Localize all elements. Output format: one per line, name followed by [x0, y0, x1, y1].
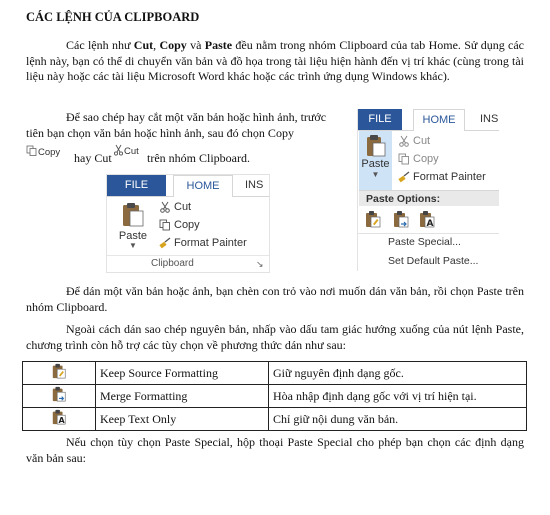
- inline-cut-command: Cut: [113, 144, 139, 157]
- section-title: CÁC LỆNH CỦA CLIPBOARD: [26, 10, 200, 24]
- keep-source-formatting-icon: [51, 362, 67, 380]
- paste-label: Paste: [361, 158, 390, 170]
- tab-home[interactable]: HOME: [413, 109, 465, 131]
- table-row: [23, 408, 527, 431]
- clipboard-ribbon-image: [106, 174, 270, 273]
- paintbrush-icon: [159, 237, 171, 249]
- format-painter-button[interactable]: Format Painter: [398, 171, 486, 183]
- copy-icon: [159, 219, 171, 231]
- paste-options-table: [22, 361, 527, 431]
- inline-copy-command: Copy: [26, 145, 60, 158]
- scissors-icon: [398, 135, 410, 147]
- svg-text:A: A: [426, 219, 434, 228]
- table-row: [23, 385, 527, 408]
- paintbrush-icon: [398, 171, 410, 183]
- copy-cut-paragraph-line1: Để sao chép hay cắt một văn bản hoặc hình ảnh, trước: [66, 110, 327, 124]
- option-name: Keep Text Only: [96, 408, 269, 431]
- chevron-down-icon[interactable]: ▼: [129, 241, 137, 250]
- paste-menu-image: [357, 109, 499, 271]
- tab-file[interactable]: FILE: [358, 109, 402, 130]
- paste-paragraph: Để dán một văn bản hoặc ảnh, bạn chèn con trỏ vào nơi muốn dán văn bản, rồi chọn Paste trên nhóm Clipboard.: [26, 284, 524, 314]
- merge-formatting-option[interactable]: [392, 210, 410, 228]
- option-description: Hòa nhập định dạng gốc với vị trí hiện tại.: [269, 385, 527, 408]
- keep-text-only-option[interactable]: [418, 210, 436, 228]
- option-description: Giữ nguyên định dạng gốc.: [269, 362, 527, 385]
- dialog-launcher-icon[interactable]: ↘: [256, 259, 264, 269]
- paste-keyword: Paste: [204, 38, 233, 52]
- option-name: Merge Formatting: [96, 385, 269, 408]
- paste-button[interactable]: [115, 202, 151, 250]
- intro-paragraph: Các lệnh như Cut, Copy và Paste đều nằm trong nhóm Clipboard của tab Home. Sử dụng các lệnh này, bạn có thể di chuyển văn bản và đồ họa trong tài liệu hiện hành đến vị trí khác (cùng trong tài liệu này hoặc các tài liệu Microsoft Word khác hoặc các trình ứng dụng Windows khác).: [26, 38, 525, 83]
- inline-after-text: trên nhóm Clipboard.: [147, 151, 250, 165]
- paste-options-paragraph: Ngoài cách dán sao chép nguyên bản, nhấp vào dấu tam giác hướng xuống của nút lệnh Paste, chương trình còn hỗ trợ các tùy chọn về phương thức dán như sau:: [26, 322, 524, 352]
- clipboard-group-label: Clipboard: [151, 258, 194, 269]
- scissors-icon: [159, 201, 171, 213]
- cut-button[interactable]: Cut: [398, 135, 430, 147]
- format-painter-button[interactable]: Format Painter: [159, 237, 247, 249]
- merge-formatting-icon: [392, 210, 410, 228]
- tab-home[interactable]: HOME: [173, 175, 233, 197]
- tab-file[interactable]: FILE: [107, 175, 166, 196]
- keep-text-only-icon: [418, 210, 436, 228]
- cut-button[interactable]: Cut: [159, 201, 191, 213]
- svg-text:A: A: [58, 416, 65, 426]
- option-name: Keep Source Formatting: [96, 362, 269, 385]
- inline-cut-text: hay Cut: [74, 151, 112, 165]
- keep-text-only-icon: [51, 408, 67, 426]
- paste-label: Paste: [118, 230, 148, 242]
- copy-button[interactable]: Copy: [159, 219, 200, 231]
- merge-formatting-icon: [51, 385, 67, 403]
- paste-options-header: Paste Options:: [359, 190, 499, 206]
- scissors-icon: [113, 144, 124, 156]
- copy-keyword: Copy: [159, 38, 187, 52]
- tab-insert[interactable]: INS: [480, 113, 499, 125]
- paste-button[interactable]: [359, 131, 392, 191]
- copy-button[interactable]: Copy: [398, 153, 439, 165]
- keep-source-formatting-icon: [364, 210, 382, 228]
- paste-special-menu-item[interactable]: Paste Special...: [388, 236, 461, 248]
- clipboard-icon: [121, 202, 145, 228]
- cut-keyword: Cut: [133, 38, 154, 52]
- copy-cut-paragraph-line2: tiên bạn chọn văn bản hoặc hình ảnh, sau đó chọn Copy: [26, 126, 294, 140]
- copy-icon: [398, 153, 410, 165]
- keep-source-formatting-option[interactable]: [364, 210, 382, 228]
- table-row: [23, 362, 527, 385]
- chevron-down-icon[interactable]: ▼: [371, 170, 380, 179]
- paste-special-paragraph: Nếu chọn tùy chọn Paste Special, hộp thoại Paste Special cho phép bạn chọn các định dạng văn bản sau:: [26, 435, 524, 465]
- option-description: Chỉ giữ nội dung văn bản.: [269, 408, 527, 431]
- clipboard-icon: [365, 134, 387, 158]
- copy-icon: [26, 145, 38, 157]
- set-default-paste-menu-item[interactable]: Set Default Paste...: [388, 255, 479, 267]
- tab-insert[interactable]: INS: [245, 179, 264, 191]
